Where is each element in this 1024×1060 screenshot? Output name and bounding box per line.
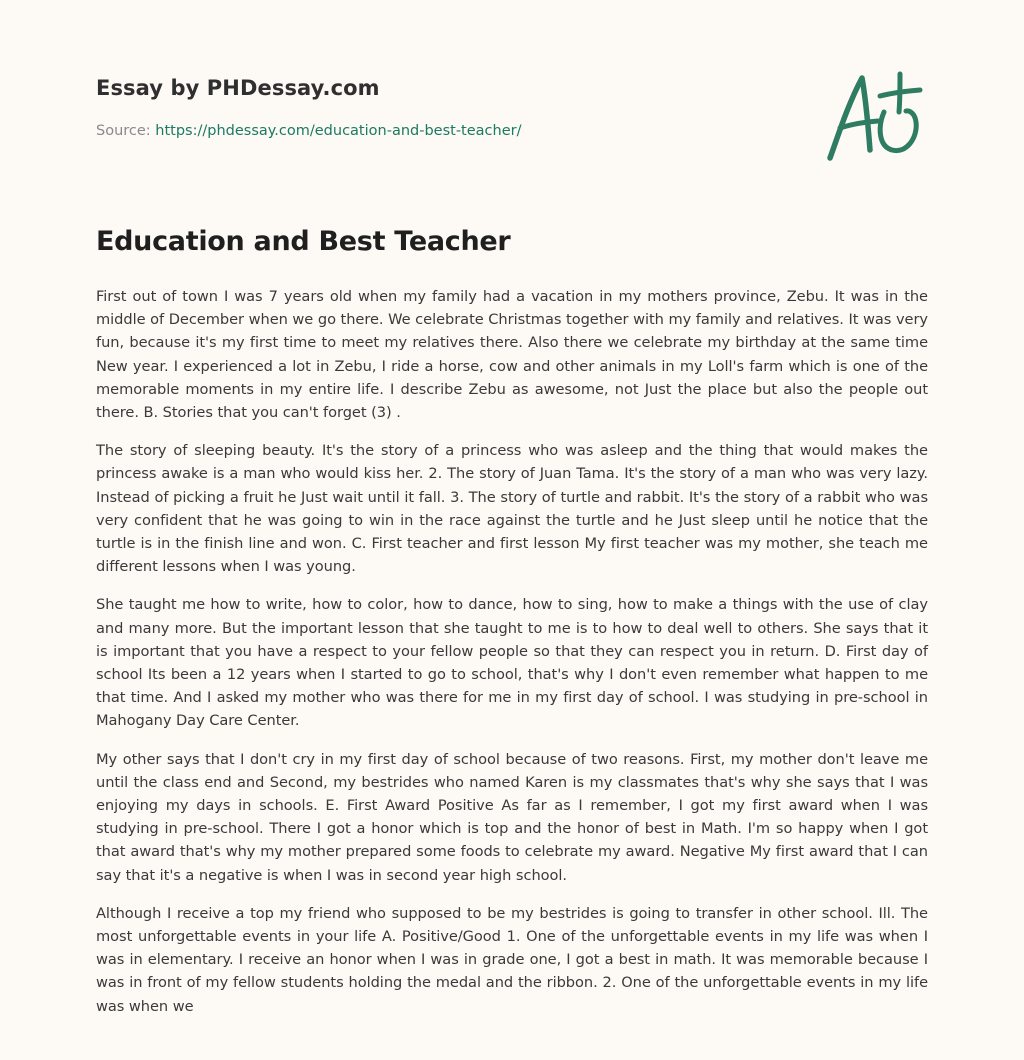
a-plus-logo-icon — [820, 66, 930, 166]
source-label: Source: — [96, 123, 156, 139]
source-link[interactable]: https://phdessay.com/education-and-best-teacher/ — [155, 123, 522, 139]
essay-title: Education and Best Teacher — [96, 226, 511, 257]
essay-paragraph-5: Although I receive a top my friend who supposed to be my bestrides is going to transfer in other school. Ill. The most unforgettable events in your life A. Positive/Good 1. One of the unforgettable events in my life was when I was in elementary. I receive an honor when I was in grade one, I got a best in math. It was memorable because I was in front of my fellow students holding the medal and the ribbon. 2. One of the unforgettable events in my life was when we — [96, 904, 928, 1015]
essay-paragraph-4: My other says that I don't cry in my first day of school because of two reasons. First, my mother don't leave me until the class end and Second, my bestrides who named Karen is my classmates that's why she says that I was enjoying my days in schools. E. First Award Positive As far as I remember, I got my first award when I was studying in pre-school. There I got a honor which is top and the honor of best in Math. I'm so happy when I got that award that's why my mother prepared some foods to celebrate my award. Negative My first award that I can say that it's a negative is when I was in second year high school. — [96, 750, 928, 884]
essay-paragraph-1: First out of town I was 7 years old when my family had a vacation in my mothers province, Zebu. It was in the middle of December when we go there. We celebrate Christmas together with my family and relatives. It was very fun, because it's my first time to meet my relatives there. Also there we celebrate my birthday at the same time New year. I experienced a lot in Zebu, I ride a horse, cow and other animals in my Loll's farm which is one of the memorable moments in my entire life. I describe Zebu as awesome, not Just the place but also the people out there. B. Stories that you can't forget (3) . — [96, 288, 928, 422]
essay-paragraph-3: She taught me how to write, how to color, how to dance, how to sing, how to make a things with the use of clay and many more. But the important lesson that she taught to me is to how to deal well to others. She says that it is important that you have a respect to your fellow people so that they can respect you in return. D. First day of school Its been a 12 years when I started to go to school, that's why I don't even remember what happen to me that time. And I asked my mother who was there for me in my first day of school. I was studying in pre-school in Mahogany Day Care Center. — [96, 596, 928, 730]
source-line — [96, 123, 521, 139]
essay-body — [96, 285, 928, 1033]
essay-paragraph-2: The story of sleeping beauty. It's the story of a princess who was asleep and the thing that would makes the princess awake is a man who would kiss her. 2. The story of Juan Tama. It's the story of a man who was very lazy. Instead of picking a fruit he Just wait until it fall. 3. The story of turtle and rabbit. It's the story of a rabbit who was very confident that he was going to win in the race against the turtle and he Just sleep until he notice that the turtle is in the finish line and won. C. First teacher and first lesson My first teacher was my mother, she teach me different lessons when I was young. — [96, 442, 928, 576]
site-title: Essay by PHDessay.com — [96, 76, 380, 100]
